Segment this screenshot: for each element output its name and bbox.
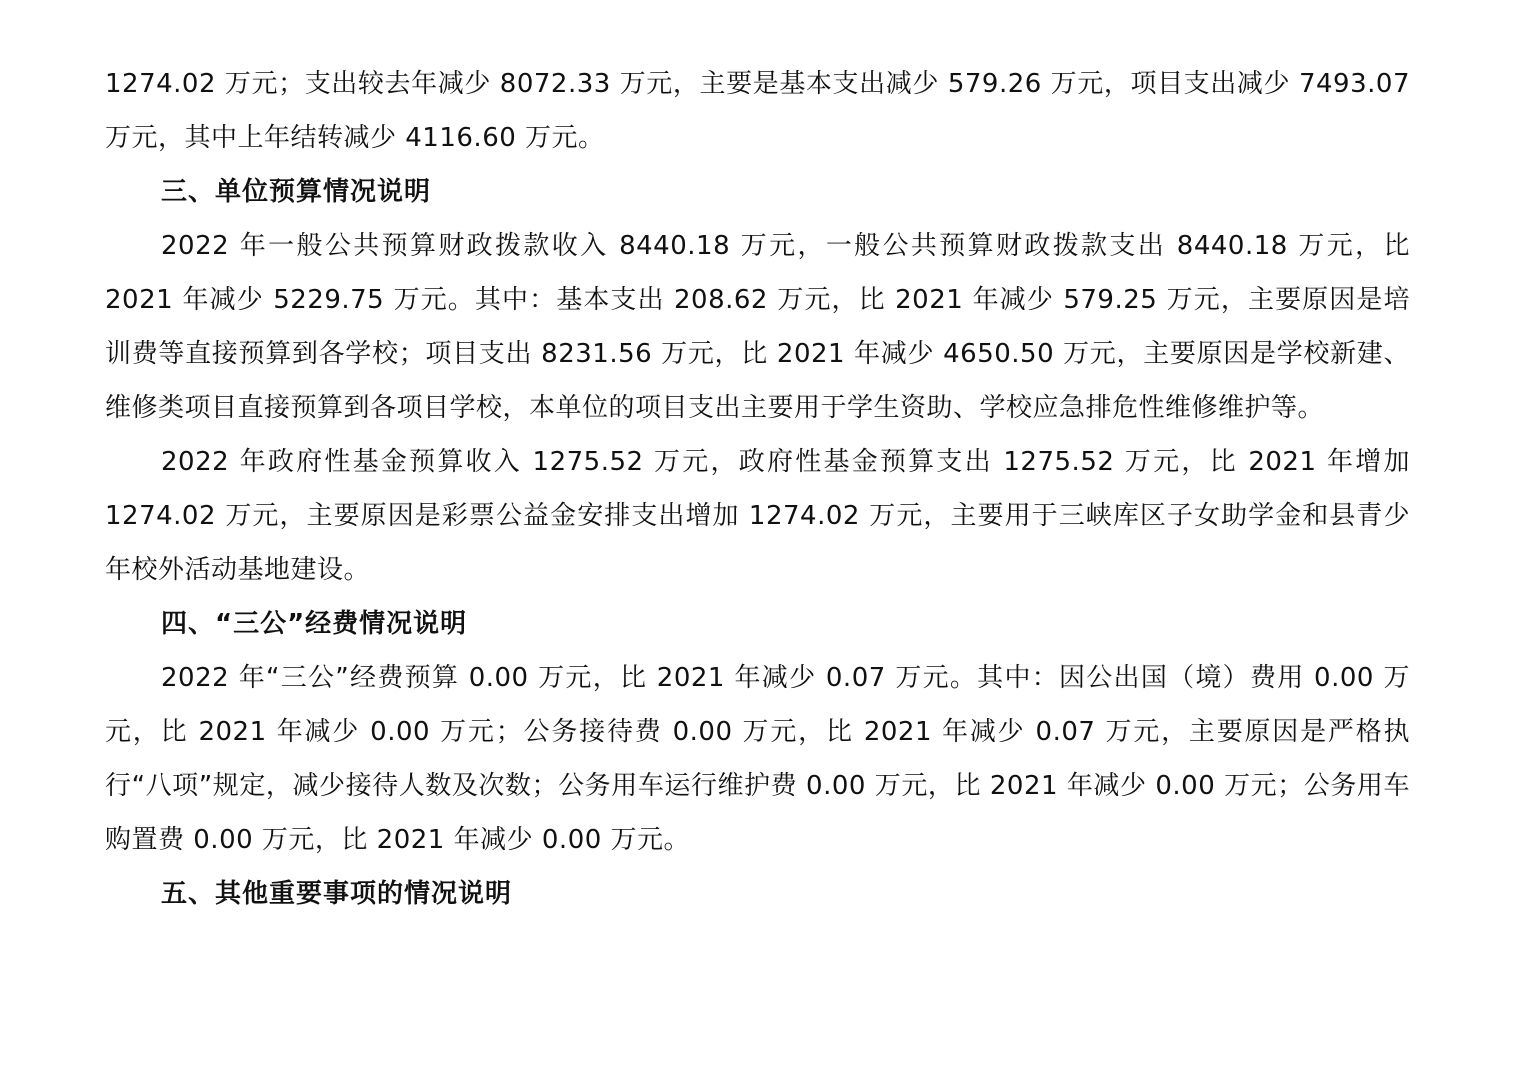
section-heading-three-public: 四、“三公”经费情况说明 bbox=[161, 609, 468, 639]
section-heading-other-matters: 五、其他重要事项的情况说明 bbox=[161, 879, 513, 909]
paragraph-government-fund: 2022 年政府性基金预算收入 1275.52 万元，政府性基金预算支出 1275.52 万元，比 2021 年增加 1274.02 万元，主要原因是彩票公益金安排支出增加 1274.02 万元，主要用于三峡库区子女助学金和县青少年校外活动基地建设。 bbox=[105, 447, 1410, 585]
paragraph-three-public-expenses: 2022 年“三公”经费预算 0.00 万元，比 2021 年减少 0.07 万元。其中：因公出国（境）费用 0.00 万元，比 2021 年减少 0.00 万元；公务接待费 0.00 万元，比 2021 年减少 0.07 万元，主要原因是严格执行“八项”规定，减少接待人数及次数；公务用车运行维护费 0.00 万元，比 2021 年减少 0.00 万元；公务用车购置费 0.00 万元，比 2021 年减少 0.00 万元。 bbox=[105, 663, 1410, 855]
paragraph-general-budget: 2022 年一般公共预算财政拨款收入 8440.18 万元，一般公共预算财政拨款支出 8440.18 万元，比 2021 年减少 5229.75 万元。其中：基本支出 208.62 万元，比 2021 年减少 579.25 万元，主要原因是培训费等直接预算到各学校；项目支出 8231.56 万元，比 2021 年减少 4650.50 万元，主要原因是学校新建、维修类项目直接预算到各项目学校，本单位的项目支出主要用于学生资助、学校应急排危性维修维护等。 bbox=[105, 231, 1410, 423]
paragraph-continuation: 1274.02 万元；支出较去年减少 8072.33 万元，主要是基本支出减少 579.26 万元，项目支出减少 7493.07 万元，其中上年结转减少 4116.60 万元。 bbox=[105, 69, 1410, 153]
document-page bbox=[105, 57, 1410, 921]
section-heading-unit-budget: 三、单位预算情况说明 bbox=[161, 177, 432, 207]
